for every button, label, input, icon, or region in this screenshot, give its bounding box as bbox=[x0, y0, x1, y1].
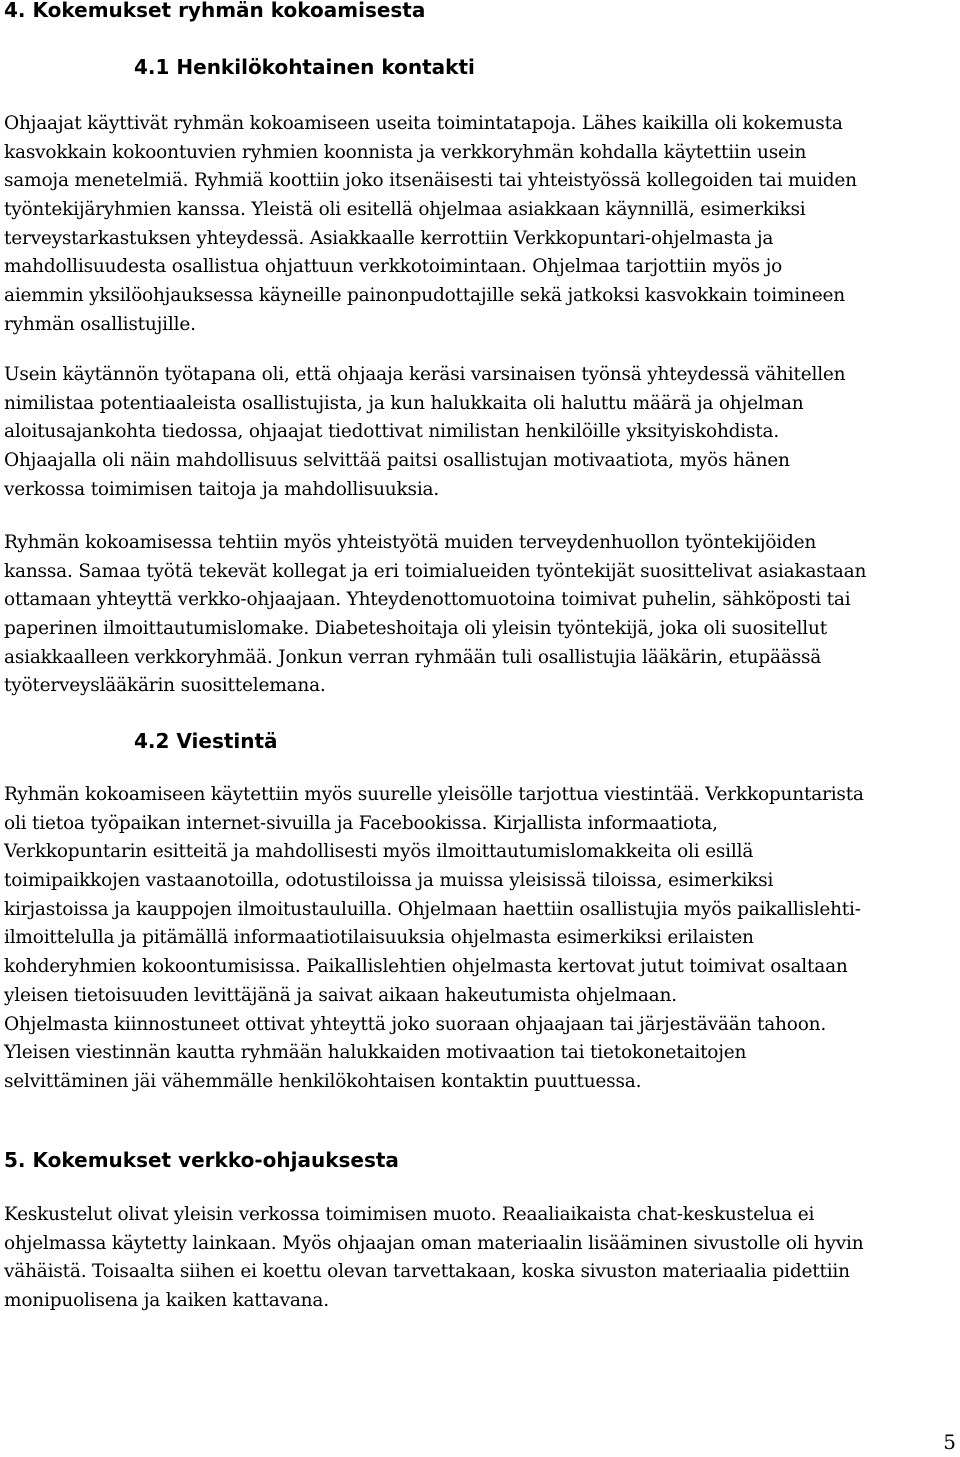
text-line: Ryhmän kokoamiseen käytettiin myös suurelle yleisölle tarjottua viestintää. Verkkopuntarista bbox=[4, 784, 864, 805]
text-line: asiakkaalleen verkkoryhmää. Jonkun verran ryhmään tuli osallistujia lääkärin, etupäässä bbox=[4, 646, 822, 668]
text-line: kanssa. Samaa työtä tekevät kollegat ja eri toimialueiden työntekijät suosittelivat asiakastaan bbox=[4, 560, 867, 582]
text-line: Verkkopuntarin esitteitä ja mahdollisesti myös ilmoittautumislomakkeita oli esillä bbox=[4, 841, 754, 863]
text-line: samoja menetelmiä. Ryhmiä koottiin joko itsenäisesti tai yhteistyössä kollegoiden tai muiden bbox=[4, 170, 857, 192]
text-line: mahdollisuudesta osallistua ohjattuun verkkotoimintaan. Ohjelmaa tarjottiin myös jo bbox=[4, 256, 783, 278]
paragraph-4-1-c bbox=[4, 529, 866, 701]
text-line: verkossa toimimisen taitoja ja mahdollisuuksia. bbox=[4, 478, 440, 500]
text-line: työterveyslääkärin suosittelemana. bbox=[4, 675, 326, 697]
text-line: aloitusajankohta tiedossa, ohjaajat tiedottivat nimilistan henkilöille yksityiskohdista. bbox=[4, 421, 780, 443]
text-line: nimilistaa potentiaaleista osallistujista, ja kun halukkaita oli haluttu määrä ja ohjelman bbox=[4, 392, 804, 414]
text-line: Keskustelut olivat yleisin verkossa toimimisen muoto. Reaaliaikaista chat-keskustelua ei bbox=[4, 1204, 815, 1225]
text-line: kasvokkain kokoontuvien ryhmien koonnista ja verkkoryhmän kohdalla käytettiin usein bbox=[4, 141, 807, 163]
text-line: selvittäminen jäi vähemmälle henkilökohtaisen kontaktin puuttuessa. bbox=[4, 1070, 642, 1092]
paragraph-4-1-a bbox=[4, 110, 857, 340]
paragraph-5 bbox=[4, 1201, 863, 1316]
text-line: Ohjaajat käyttivät ryhmän kokoamiseen useita toimintatapoja. Lähes kaikilla oli kokemusta bbox=[4, 113, 843, 134]
text-line: aiemmin yksilöohjauksessa käyneille painonpudottajille sekä jatkoksi kasvokkain toimineen bbox=[4, 285, 845, 307]
text-line: terveystarkastuksen yhteydessä. Asiakkaalle kerrottiin Verkkopuntari-ohjelmasta ja bbox=[4, 227, 774, 249]
text-line: ryhmän osallistujille. bbox=[4, 313, 196, 335]
text-line: Ryhmän kokoamisessa tehtiin myös yhteistyötä muiden terveydenhuollon työntekijöiden bbox=[4, 532, 817, 553]
text-line: kirjastoissa ja kauppojen ilmoitustauluilla. Ohjelmaan haettiin osallistujia myös paikallislehti- bbox=[4, 898, 861, 920]
page-number: 5 bbox=[943, 1430, 956, 1454]
section-5-heading: 5. Kokemukset verkko-ohjauksesta bbox=[4, 1148, 399, 1172]
text-line: Ohjaajalla oli näin mahdollisuus selvittää paitsi osallistujan motivaatiota, myös hänen bbox=[4, 450, 790, 472]
text-line: toimipaikkojen vastaanotoilla, odotustiloissa ja muissa yleisissä tiloissa, esimerkiksi bbox=[4, 870, 774, 892]
text-line: Usein käytännön työtapana oli, että ohjaaja keräsi varsinaisen työnsä yhteydessä vähitellen bbox=[4, 364, 846, 385]
text-line: ottamaan yhteyttä verkko-ohjaajaan. Yhteydenottomuotoina toimivat puhelin, sähköposti tai bbox=[4, 589, 851, 611]
text-line: ohjelmassa käytetty lainkaan. Myös ohjaajan oman materiaalin lisääminen sivustolle oli hyvin bbox=[4, 1232, 864, 1254]
text-line: kohderyhmien kokoontumisissa. Paikallislehtien ohjelmasta kertovat jutut toimivat osaltaan bbox=[4, 956, 848, 978]
text-line: paperinen ilmoittautumislomake. Diabeteshoitaja oli yleisin työntekijä, joka oli suositellut bbox=[4, 618, 827, 640]
text-line: Yleisen viestinnän kautta ryhmään halukkaiden motivaation tai tietokonetaitojen bbox=[4, 1042, 747, 1064]
text-line: yleisen tietoisuuden levittäjänä ja saivat aikaan hakeutumista ohjelmaan. bbox=[4, 984, 677, 1006]
text-line: työntekijäryhmien kanssa. Yleistä oli esitellä ohjelmaa asiakkaan käynnillä, esimerkiksi bbox=[4, 199, 806, 221]
paragraph-4-1-b bbox=[4, 361, 845, 504]
subsection-4-2-heading: 4.2 Viestintä bbox=[134, 729, 278, 753]
text-line: ilmoittelulla ja pitämällä informaatiotilaisuuksia ohjelmasta esimerkiksi erilaisten bbox=[4, 927, 754, 949]
paragraph-4-2 bbox=[4, 781, 864, 1097]
text-line: monipuolisena ja kaiken kattavana. bbox=[4, 1290, 329, 1312]
text-line: Ohjelmasta kiinnostuneet ottivat yhteyttä joko suoraan ohjaajaan tai järjestävään tahoon. bbox=[4, 1013, 827, 1035]
text-line: vähäistä. Toisaalta siihen ei koettu olevan tarvettakaan, koska sivuston materiaalia pidettiin bbox=[4, 1261, 850, 1283]
subsection-4-1-heading: 4.1 Henkilökohtainen kontakti bbox=[134, 55, 475, 79]
section-4-heading: 4. Kokemukset ryhmän kokoamisesta bbox=[4, 0, 426, 22]
text-line: oli tietoa työpaikan internet-sivuilla ja Facebookissa. Kirjallista informaatiota, bbox=[4, 812, 718, 834]
